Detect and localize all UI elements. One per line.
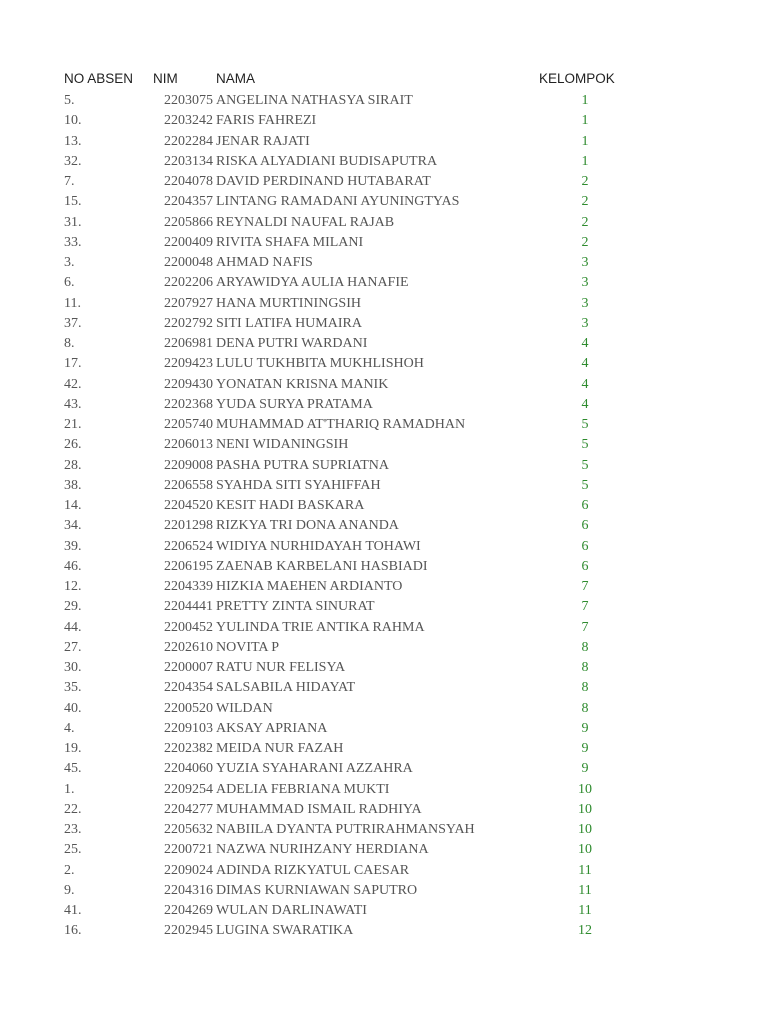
table-row	[0, 699, 768, 719]
cell-kelompok: 8	[581, 660, 589, 675]
cell-nama: REYNALDI NAUFAL RAJAB	[216, 214, 395, 230]
cell-nim: 2202792	[164, 315, 213, 331]
cell-nama: YUZIA SYAHARANI AZZAHRA	[216, 761, 413, 777]
table-row	[0, 91, 768, 111]
cell-nim: 2200409	[164, 234, 213, 250]
cell-nim: 2204354	[164, 680, 213, 696]
cell-no-absen: 37.	[64, 315, 82, 331]
table-row	[0, 152, 768, 172]
cell-no-absen: 30.	[64, 660, 82, 675]
cell-kelompok: 9	[581, 741, 589, 756]
cell-nim: 2202368	[164, 396, 213, 412]
cell-no-absen: 26.	[64, 437, 82, 453]
cell-no-absen: 2.	[64, 862, 75, 878]
cell-nim: 2205632	[164, 822, 213, 837]
cell-no-absen: 32.	[64, 153, 82, 169]
cell-kelompok: 5	[581, 417, 589, 432]
table-row	[0, 577, 768, 597]
cell-nim: 2206524	[164, 538, 213, 554]
header-kelompok: KELOMPOK	[539, 71, 615, 86]
cell-no-absen: 9.	[64, 882, 75, 898]
cell-nim: 2200452	[164, 619, 213, 635]
cell-no-absen: 12.	[64, 579, 82, 594]
cell-kelompok: 2	[581, 214, 589, 230]
table-row	[0, 557, 768, 577]
cell-no-absen: 14.	[64, 498, 82, 513]
table-row	[0, 658, 768, 678]
table-row	[0, 213, 768, 233]
table-row	[0, 111, 768, 131]
cell-nim: 2200520	[164, 700, 213, 716]
table-row	[0, 314, 768, 334]
cell-nim: 2207927	[164, 295, 213, 311]
cell-nim: 2204269	[164, 903, 213, 918]
cell-nim: 2204441	[164, 599, 213, 615]
table-row	[0, 901, 768, 921]
cell-kelompok: 8	[581, 700, 589, 716]
table-row	[0, 516, 768, 536]
header-no-absen: NO ABSEN	[64, 71, 134, 86]
cell-kelompok: 1	[581, 153, 589, 169]
cell-kelompok: 5	[581, 457, 589, 473]
cell-nama: MUHAMMAD AT'THARIQ RAMADHAN	[216, 417, 466, 432]
table-row	[0, 597, 768, 617]
cell-nim: 2201298	[164, 518, 213, 534]
table-row	[0, 881, 768, 901]
cell-kelompok: 10	[578, 801, 592, 817]
cell-kelompok: 7	[581, 579, 589, 594]
cell-nim: 2209024	[164, 862, 213, 878]
cell-nim: 2209103	[164, 720, 213, 736]
cell-no-absen: 43.	[64, 396, 82, 412]
cell-kelompok: 3	[581, 275, 589, 291]
cell-kelompok: 9	[581, 761, 589, 777]
cell-nim: 2206981	[164, 336, 213, 351]
cell-no-absen: 21.	[64, 417, 82, 432]
cell-nama: PRETTY ZINTA SINURAT	[216, 599, 375, 615]
table-row	[0, 537, 768, 557]
cell-nama: DIMAS KURNIAWAN SAPUTRO	[216, 882, 418, 898]
cell-no-absen: 1.	[64, 781, 75, 797]
cell-nim: 2202206	[164, 275, 213, 291]
cell-kelompok: 1	[581, 93, 589, 108]
cell-nim: 2209423	[164, 356, 213, 372]
cell-kelompok: 8	[581, 680, 589, 696]
table-row	[0, 334, 768, 354]
cell-kelompok: 1	[581, 133, 589, 149]
table-row	[0, 800, 768, 820]
cell-kelompok: 6	[581, 538, 589, 554]
cell-nim: 2202382	[164, 741, 213, 756]
cell-nim: 2204277	[164, 801, 213, 817]
cell-nim: 2204316	[164, 882, 213, 898]
cell-nama: HIZKIA MAEHEN ARDIANTO	[216, 579, 403, 594]
cell-nim: 2209008	[164, 457, 213, 473]
cell-nim: 2204339	[164, 579, 213, 594]
cell-no-absen: 39.	[64, 538, 82, 554]
cell-no-absen: 40.	[64, 700, 82, 716]
header-nim: NIM	[153, 71, 178, 86]
cell-kelompok: 8	[581, 639, 589, 655]
table-row	[0, 435, 768, 455]
table-row	[0, 273, 768, 293]
cell-nama: NENI WIDANINGSIH	[216, 437, 349, 453]
cell-no-absen: 23.	[64, 822, 82, 837]
cell-no-absen: 5.	[64, 93, 75, 108]
cell-nama: RISKA ALYADIANI BUDISAPUTRA	[216, 153, 438, 169]
cell-no-absen: 10.	[64, 113, 82, 129]
cell-no-absen: 7.	[64, 174, 75, 189]
table-row	[0, 456, 768, 476]
cell-kelompok: 10	[578, 781, 592, 797]
cell-kelompok: 9	[581, 720, 589, 736]
cell-nama: MEIDA NUR FAZAH	[216, 741, 344, 756]
cell-no-absen: 31.	[64, 214, 82, 230]
table-row	[0, 618, 768, 638]
cell-nama: HANA MURTININGSIH	[216, 295, 361, 311]
cell-no-absen: 11.	[64, 295, 81, 311]
cell-nama: SYAHDA SITI SYAHIFFAH	[216, 477, 381, 493]
cell-nim: 2204060	[164, 761, 213, 777]
cell-no-absen: 16.	[64, 923, 82, 939]
cell-kelompok: 2	[581, 234, 589, 250]
table-row	[0, 395, 768, 415]
cell-no-absen: 38.	[64, 477, 82, 493]
cell-nim: 2209430	[164, 376, 213, 392]
table-row	[0, 415, 768, 435]
cell-kelompok: 5	[581, 477, 589, 493]
cell-kelompok: 11	[578, 882, 592, 898]
cell-kelompok: 10	[578, 822, 592, 837]
cell-nim: 2209254	[164, 781, 213, 797]
table-row	[0, 759, 768, 779]
cell-nim: 2200007	[164, 660, 213, 675]
cell-no-absen: 15.	[64, 194, 82, 210]
cell-nama: ADELIA FEBRIANA MUKTI	[216, 781, 390, 797]
table-row	[0, 233, 768, 253]
cell-nim: 2205740	[164, 417, 213, 432]
cell-nama: NAZWA NURIHZANY HERDIANA	[216, 842, 429, 858]
cell-no-absen: 41.	[64, 903, 82, 918]
cell-nama: SITI LATIFA HUMAIRA	[216, 315, 362, 331]
cell-nim: 2206013	[164, 437, 213, 453]
table-row	[0, 638, 768, 658]
cell-nim: 2204357	[164, 194, 213, 210]
cell-nim: 2204078	[164, 174, 213, 189]
cell-no-absen: 35.	[64, 680, 82, 696]
cell-no-absen: 19.	[64, 741, 82, 756]
cell-kelompok: 7	[581, 599, 589, 615]
cell-kelompok: 4	[581, 356, 589, 372]
cell-no-absen: 34.	[64, 518, 82, 534]
cell-nama: WULAN DARLINAWATI	[216, 903, 367, 918]
table-body	[0, 91, 768, 942]
cell-kelompok: 1	[581, 113, 589, 129]
cell-nim: 2200048	[164, 255, 213, 270]
cell-nim: 2203075	[164, 93, 213, 108]
cell-kelompok: 2	[581, 194, 589, 210]
cell-nama: ADINDA RIZKYATUL CAESAR	[216, 862, 410, 878]
cell-no-absen: 45.	[64, 761, 82, 777]
cell-nama: YUDA SURYA PRATAMA	[216, 396, 373, 412]
cell-nama: DENA PUTRI WARDANI	[216, 336, 368, 351]
cell-nama: ARYAWIDYA AULIA HANAFIE	[216, 275, 409, 291]
cell-nama: RIZKYA TRI DONA ANANDA	[216, 518, 399, 534]
cell-nim: 2200721	[164, 842, 213, 858]
cell-nim: 2202945	[164, 923, 213, 939]
cell-nama: NABIILA DYANTA PUTRIRAHMANSYAH	[216, 822, 475, 837]
cell-no-absen: 8.	[64, 336, 75, 351]
cell-no-absen: 6.	[64, 275, 75, 291]
cell-kelompok: 12	[578, 923, 592, 939]
cell-kelompok: 3	[581, 315, 589, 331]
cell-nama: AHMAD NAFIS	[216, 255, 313, 270]
cell-nama: ANGELINA NATHASYA SIRAIT	[216, 93, 413, 108]
cell-nim: 2202284	[164, 133, 213, 149]
cell-nama: JENAR RAJATI	[216, 133, 310, 149]
cell-no-absen: 17.	[64, 356, 82, 372]
cell-no-absen: 44.	[64, 619, 82, 635]
cell-no-absen: 42.	[64, 376, 82, 392]
cell-kelompok: 4	[581, 396, 589, 412]
cell-nama: LUGINA SWARATIKA	[216, 923, 354, 939]
cell-nama: NOVITA P	[216, 639, 280, 655]
cell-nim: 2204520	[164, 498, 213, 513]
cell-nim: 2202610	[164, 639, 213, 655]
cell-no-absen: 25.	[64, 842, 82, 858]
cell-kelompok: 6	[581, 498, 589, 513]
header-nama: NAMA	[216, 71, 256, 86]
cell-no-absen: 28.	[64, 457, 82, 473]
table-row	[0, 172, 768, 192]
table-header	[0, 71, 768, 89]
table-row	[0, 921, 768, 941]
cell-no-absen: 33.	[64, 234, 82, 250]
cell-nama: LULU TUKHBITA MUKHLISHOH	[216, 356, 424, 372]
table-row	[0, 354, 768, 374]
cell-kelompok: 11	[578, 903, 592, 918]
table-row	[0, 375, 768, 395]
table-row	[0, 780, 768, 800]
cell-nama: MUHAMMAD ISMAIL RADHIYA	[216, 801, 422, 817]
cell-nama: LINTANG RAMADANI AYUNINGTYAS	[216, 194, 460, 210]
cell-kelompok: 6	[581, 518, 589, 534]
table-row	[0, 192, 768, 212]
cell-nama: WIDIYA NURHIDAYAH TOHAWI	[216, 538, 421, 554]
table-row	[0, 739, 768, 759]
cell-nama: YONATAN KRISNA MANIK	[216, 376, 389, 392]
cell-kelompok: 6	[581, 558, 589, 574]
cell-kelompok: 3	[581, 255, 589, 270]
table-row	[0, 476, 768, 496]
table-row	[0, 719, 768, 739]
cell-no-absen: 29.	[64, 599, 82, 615]
cell-nama: YULINDA TRIE ANTIKA RAHMA	[216, 619, 425, 635]
cell-no-absen: 27.	[64, 639, 82, 655]
cell-nama: ZAENAB KARBELANI HASBIADI	[216, 558, 428, 574]
cell-kelompok: 5	[581, 437, 589, 453]
table-row	[0, 253, 768, 273]
cell-nama: WILDAN	[216, 700, 273, 716]
cell-nim: 2206558	[164, 477, 213, 493]
table-row	[0, 132, 768, 152]
cell-no-absen: 4.	[64, 720, 75, 736]
cell-nim: 2203242	[164, 113, 213, 129]
cell-nama: FARIS FAHREZI	[216, 113, 317, 129]
table-row	[0, 496, 768, 516]
table-row	[0, 294, 768, 314]
cell-kelompok: 2	[581, 174, 589, 189]
cell-nama: RIVITA SHAFA MILANI	[216, 234, 364, 250]
cell-nim: 2205866	[164, 214, 213, 230]
cell-kelompok: 11	[578, 862, 592, 878]
table-row	[0, 820, 768, 840]
cell-no-absen: 22.	[64, 801, 82, 817]
cell-kelompok: 7	[581, 619, 589, 635]
cell-kelompok: 4	[581, 376, 589, 392]
cell-kelompok: 10	[578, 842, 592, 858]
cell-nama: DAVID PERDINAND HUTABARAT	[216, 174, 431, 189]
cell-nama: RATU NUR FELISYA	[216, 660, 346, 675]
table-row	[0, 840, 768, 860]
table-row	[0, 678, 768, 698]
cell-nama: AKSAY APRIANA	[216, 720, 328, 736]
table-row	[0, 861, 768, 881]
cell-nama: SALSABILA HIDAYAT	[216, 680, 356, 696]
cell-nim: 2206195	[164, 558, 213, 574]
cell-nim: 2203134	[164, 153, 213, 169]
cell-no-absen: 13.	[64, 133, 82, 149]
cell-nama: PASHA PUTRA SUPRIATNA	[216, 457, 389, 473]
cell-no-absen: 3.	[64, 255, 75, 270]
cell-nama: KESIT HADI BASKARA	[216, 498, 365, 513]
cell-no-absen: 46.	[64, 558, 82, 574]
cell-kelompok: 3	[581, 295, 589, 311]
cell-kelompok: 4	[581, 336, 589, 351]
